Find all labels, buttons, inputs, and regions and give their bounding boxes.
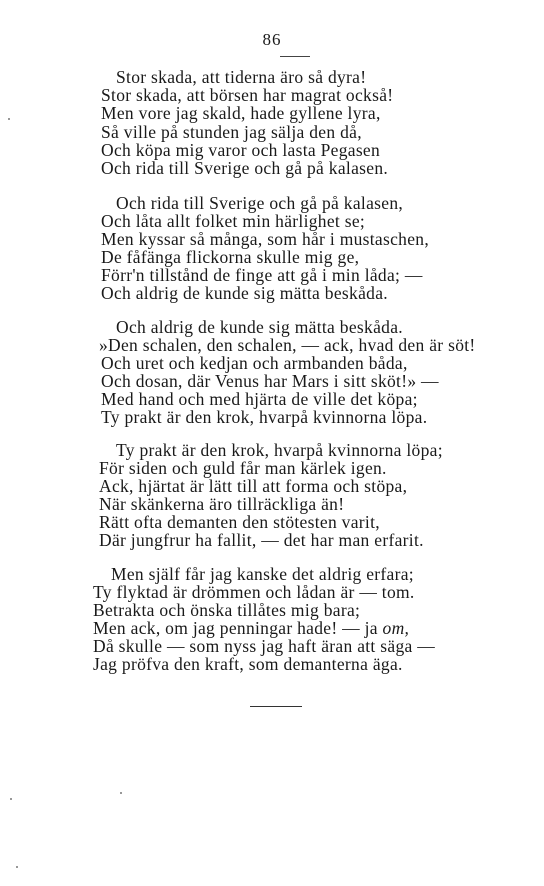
poem-line: Men vore jag skald, hade gyllene lyra,	[101, 103, 381, 123]
poem-line: Jag pröfva den kraft, som demanterna äga.	[93, 654, 403, 674]
poem-line: Men själf får jag kanske det aldrig erfara;	[111, 564, 414, 584]
poem-line: När skänkerna äro tillräckliga än!	[99, 494, 345, 514]
poem-line: Där jungfrur ha fallit, — det har man erfarit.	[99, 530, 424, 550]
poem-line: Betrakta och önska tillåtes mig bara;	[93, 600, 361, 620]
scan-speck	[120, 792, 122, 794]
poem-line: Stor skada, att tiderna äro så dyra!	[116, 67, 367, 87]
poem-line: Med hand och med hjärta de ville det köpa;	[101, 389, 418, 409]
poem-line-text: Men ack, om jag penningar hade! — ja	[93, 618, 383, 638]
poem-line: Då skulle — som nyss jag haft äran att säga —	[93, 636, 436, 656]
page-number-underline	[280, 56, 310, 57]
scan-speck	[8, 118, 10, 120]
poem-line: Och aldrig de kunde sig mätta beskåda.	[116, 317, 403, 337]
poem-line: Ty prakt är den krok, hvarpå kvinnorna löpa;	[116, 440, 443, 460]
scan-speck	[16, 866, 18, 868]
poem-line: Men kyssar så många, som hår i mustaschen,	[101, 229, 430, 249]
poem-line: För siden och guld får man kärlek igen.	[99, 458, 387, 478]
poem-line: Ty flyktad är drömmen och lådan är — tom.	[93, 582, 415, 602]
poem-line: Och aldrig de kunde sig mätta beskåda.	[101, 283, 388, 303]
poem-line: Ty prakt är den krok, hvarpå kvinnorna löpa.	[101, 407, 428, 427]
poem-line: De fåfänga flickorna skulle mig ge,	[101, 247, 360, 267]
poem-line: Och låta allt folket min härlighet se;	[101, 211, 366, 231]
poem-line: Rätt ofta demanten den stötesten varit,	[99, 512, 380, 532]
poem-line: Och köpa mig varor och lasta Pegasen	[101, 140, 381, 160]
poem-line: Och dosan, där Venus har Mars i sitt sköt!» —	[101, 371, 439, 391]
poem-line: Stor skada, att börsen har magrat också!	[101, 85, 394, 105]
poem-line: Ack, hjärtat är lätt till att forma och stöpa,	[99, 476, 408, 496]
poem-line: Och uret och kedjan och armbanden båda,	[101, 353, 408, 373]
scan-speck	[10, 798, 12, 800]
end-divider	[250, 706, 302, 707]
poem-line: »Den schalen, den schalen, — ack, hvad den är söt!	[99, 335, 476, 355]
poem-line: Och rida till Sverige och gå på kalasen,	[116, 193, 404, 213]
poem-line: Och rida till Sverige och gå på kalasen.	[101, 158, 389, 178]
poem-line: Så ville på stunden jag sälja den då,	[101, 122, 362, 142]
emphasized-word: om,	[382, 618, 410, 638]
page-number: 86	[262, 30, 282, 49]
poem-line: Förr'n tillstånd de finge att gå i min låda; —	[101, 265, 423, 285]
